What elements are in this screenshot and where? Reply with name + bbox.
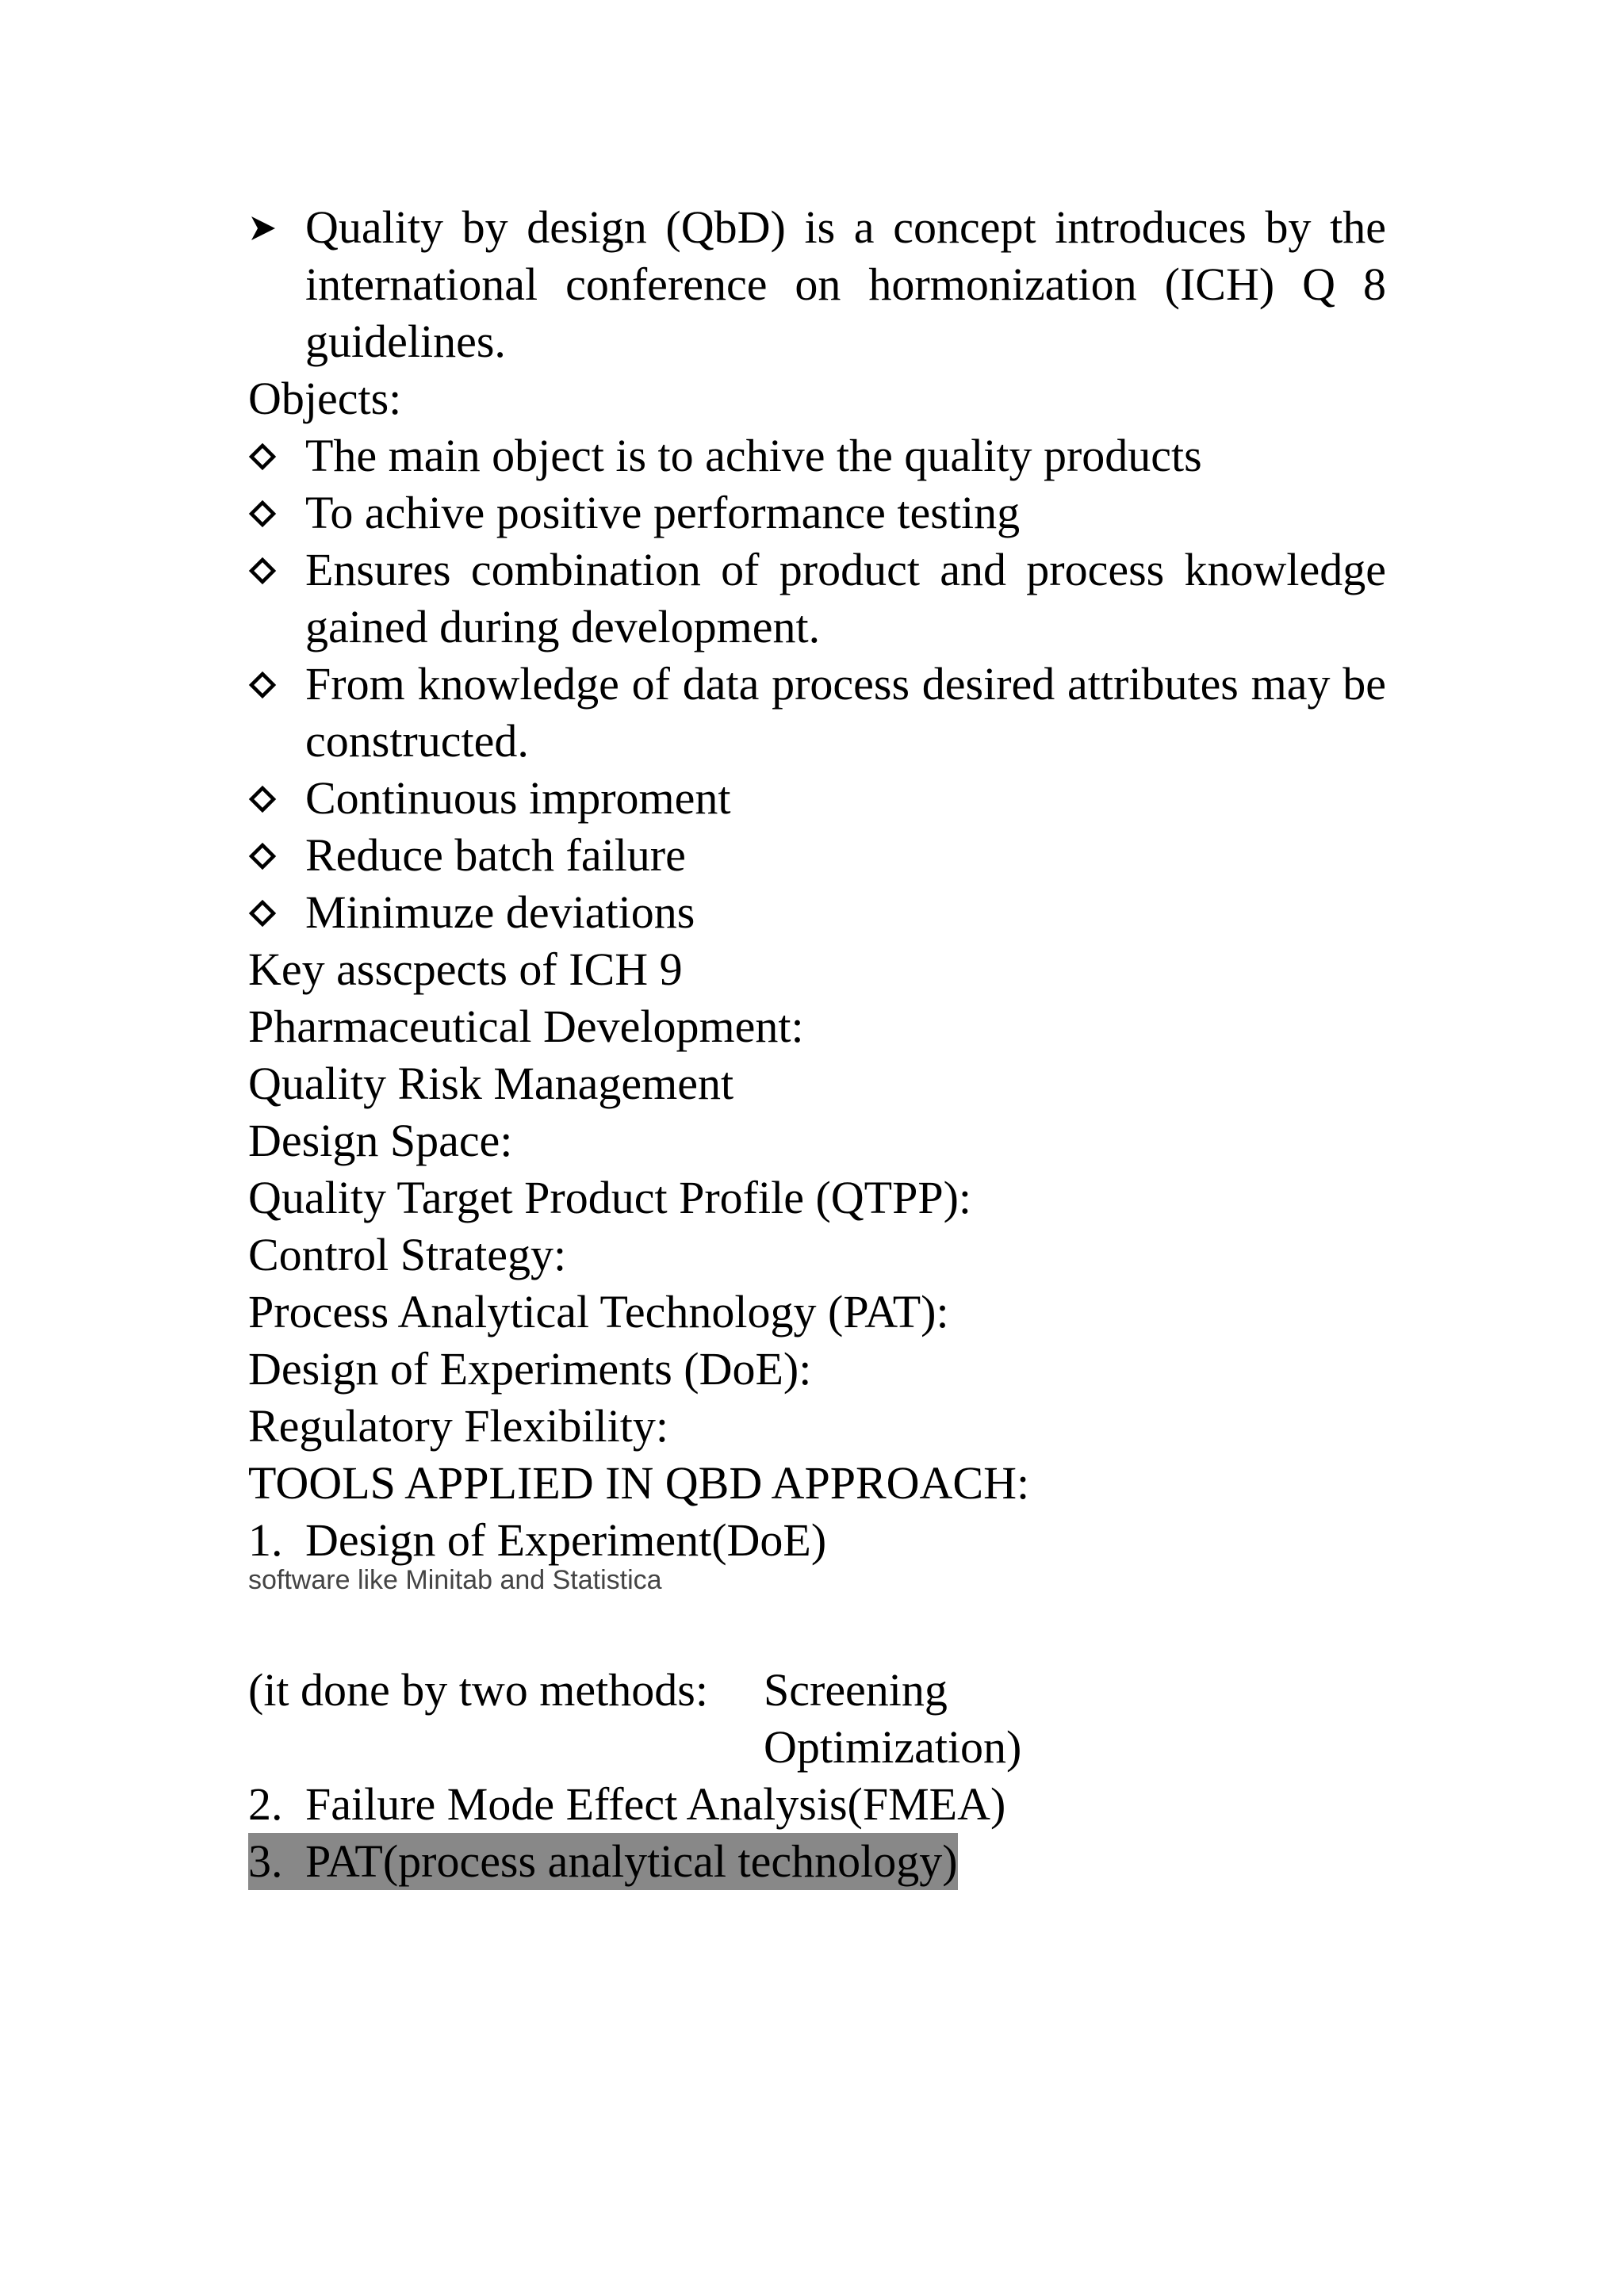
tool-number: 1.	[248, 1514, 283, 1566]
object-text: Reduce batch failure	[305, 829, 686, 881]
method-item: Screening	[764, 1664, 948, 1716]
blank-line	[248, 1596, 1386, 1662]
key-aspect-item: Design Space:	[248, 1115, 513, 1166]
key-aspect-item: Design of Experiments (DoE):	[248, 1343, 812, 1395]
tools-heading: TOOLS APPLIED IN QBD APPROACH:	[248, 1457, 1030, 1509]
tool-number: 3.	[248, 1835, 283, 1887]
object-item	[248, 827, 1386, 884]
key-aspect-item: Pharmaceutical Development:	[248, 1001, 804, 1052]
diamond-bullet-icon	[248, 484, 296, 541]
objects-heading: Objects:	[248, 373, 402, 424]
object-text: From knowledge of data process desired attributes may be constructed.	[305, 658, 1386, 767]
tool-text: Failure Mode Effect Analysis(FMEA)	[305, 1778, 1006, 1830]
key-aspect-item: Quality Risk Management	[248, 1058, 734, 1109]
object-text: Continuous improment	[305, 772, 731, 824]
object-text: Minimuze deviations	[305, 886, 695, 938]
methods-block	[248, 1662, 1386, 1776]
tool-item-pat-row	[248, 1833, 1386, 1890]
document-body	[248, 199, 1386, 1890]
key-aspect-item: Process Analytical Technology (PAT):	[248, 1286, 949, 1337]
diamond-bullet-icon	[248, 541, 296, 599]
software-note: software like Minitab and Statistica	[248, 1565, 662, 1595]
intro-bullet-item	[248, 199, 1386, 370]
key-aspects-heading: Key asscpects of ICH 9	[248, 943, 683, 995]
diamond-bullet-icon	[248, 827, 296, 884]
object-item	[248, 484, 1386, 541]
highlighted-text	[248, 1833, 958, 1890]
object-text: To achive positive performance testing	[305, 487, 1021, 538]
diamond-bullet-icon	[248, 884, 296, 941]
tool-text: PAT(process analytical technology)	[305, 1835, 958, 1887]
arrowhead-bullet-icon	[248, 199, 296, 256]
object-item	[248, 541, 1386, 656]
method-item: Optimization)	[764, 1721, 1022, 1773]
methods-lead: (it done by two methods:	[248, 1664, 708, 1716]
object-text: Ensures combination of product and process knowledge gained during development.	[305, 544, 1386, 652]
object-item	[248, 656, 1386, 770]
diamond-bullet-icon	[248, 427, 296, 484]
tool-text: Design of Experiment(DoE)	[305, 1514, 827, 1566]
tool-number: 2.	[248, 1778, 283, 1830]
methods-list	[764, 1662, 1021, 1776]
tool-item-fmea	[248, 1776, 1386, 1833]
object-text: The main object is to achive the quality products	[305, 430, 1202, 481]
intro-text: Quality by design (QbD) is a concept introduces by the international conference on hormonization (ICH) Q 8 guidelines.	[305, 201, 1386, 367]
key-aspect-item: Quality Target Product Profile (QTPP):	[248, 1172, 972, 1223]
object-item	[248, 770, 1386, 827]
key-aspect-item: Control Strategy:	[248, 1229, 567, 1280]
diamond-bullet-icon	[248, 656, 296, 713]
diamond-bullet-icon	[248, 770, 296, 827]
object-item	[248, 427, 1386, 484]
tool-item-doe	[248, 1512, 1386, 1569]
key-aspect-item: Regulatory Flexibility:	[248, 1400, 669, 1452]
object-item	[248, 884, 1386, 941]
